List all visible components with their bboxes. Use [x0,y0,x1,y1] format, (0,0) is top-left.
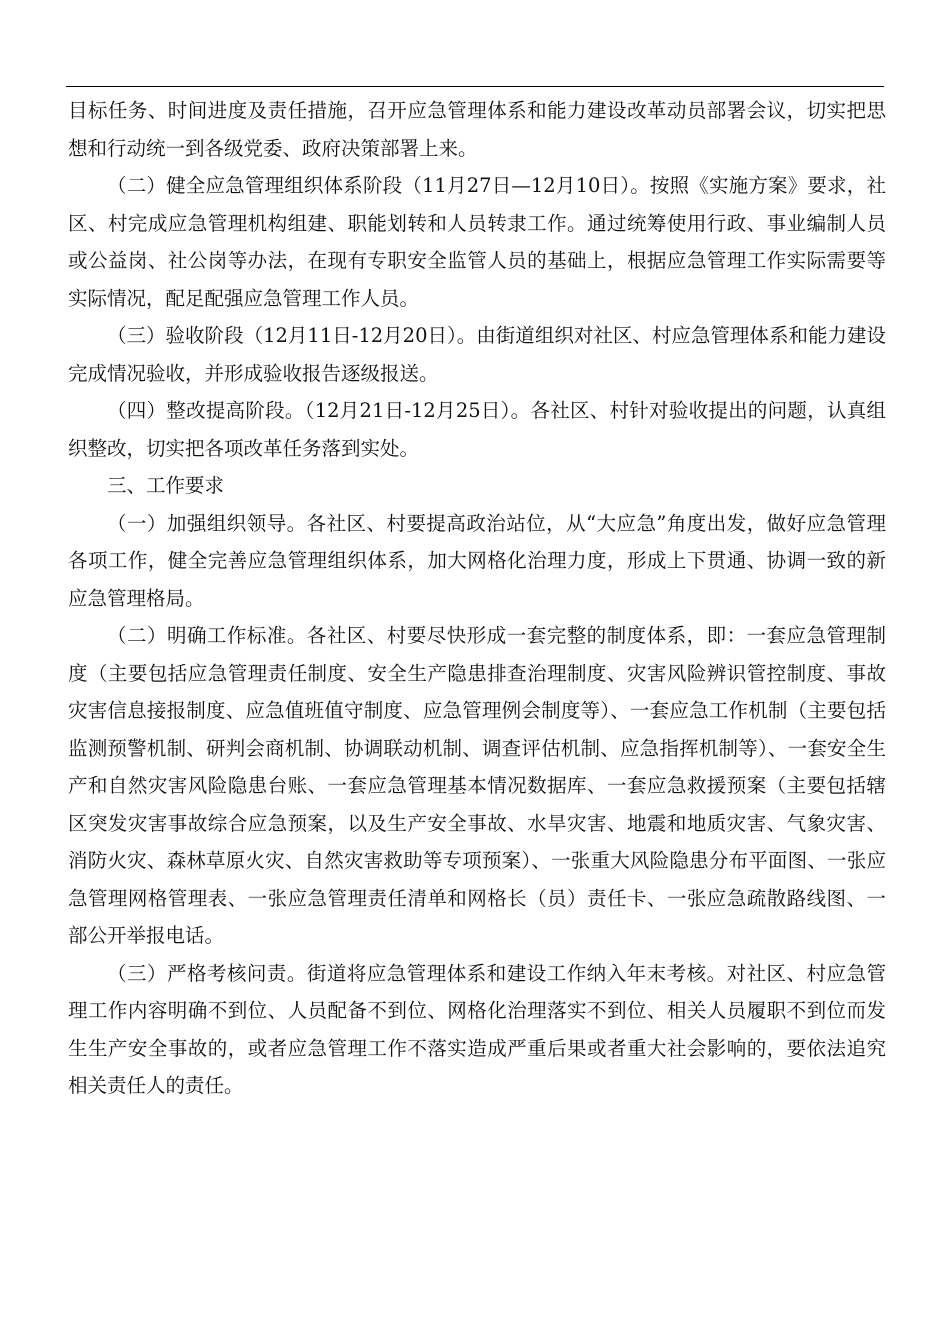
document-body [68,92,886,1105]
paragraph-requirement-2: （二）明确工作标准。各社区、村要尽快形成一套完整的制度体系，即：一套应急管理制度（主要包括应急管理责任制度、安全生产隐患排查治理制度、灾害风险辨识管控制度、事故灾害信息接报制度、应急值班值守制度、应急管理例会制度等）、一套应急工作机制（主要包括监测预警机制、研判会商机制、协调联动机制、调查评估机制、应急指挥机制等）、一套安全生产和自然灾害风险隐患台账、一套应急管理基本情况数据库、一套应急救援预案（主要包括辖区突发灾害事故综合应急预案，以及生产安全事故、水旱灾害、地震和地质灾害、气象灾害、消防火灾、森林草原火灾、自然灾害救助等专项预案）、一张重大风险隐患分布平面图、一张应急管理网格管理表、一张应急管理责任清单和网格长（员）责任卡、一张应急疏散路线图、一部公开举报电话。 [68,624,886,947]
paragraph-requirement-3: （三）严格考核问责。街道将应急管理体系和建设工作纳入年末考核。对社区、村应急管理工作内容明确不到位、人员配备不到位、网格化治理落实不到位、相关人员履职不到位而发生生产安全事故的，或者应急管理工作不落实造成严重后果或者重大社会影响的，要依法追究相关责任人的责任。 [68,961,886,1097]
paragraph-requirement-1: （一）加强组织领导。各社区、村要提高政治站位，从“大应急”角度出发，做好应急管理各项工作，健全完善应急管理组织体系，加大网格化治理力度，形成上下贯通、协调一致的新应急管理格局。 [68,511,886,610]
paragraph-stage-4: （四）整改提高阶段。（12月21日-12月25日）。各社区、村针对验收提出的问题，认真组织整改，切实把各项改革任务落到实处。 [68,399,886,460]
paragraph-continuation: 目标任务、时间进度及责任措施，召开应急管理体系和能力建设改革动员部署会议，切实把思想和行动统一到各级党委、政府决策部署上来。 [68,99,886,160]
paragraph-stage-2: （二）健全应急管理组织体系阶段（11月27日—12月10日）。按照《实施方案》要求，社区、村完成应急管理机构组建、职能划转和人员转隶工作。通过统筹使用行政、事业编制人员或公益岗、社公岗等办法，在现有专职安全监管人员的基础上，根据应急管理工作实际需要等实际情况，配足配强应急管理工作人员。 [68,174,886,310]
section-heading: 三、工作要求 [107,474,225,497]
paragraph-stage-3: （三）验收阶段（12月11日-12月20日）。由街道组织对社区、村应急管理体系和能力建设完成情况验收，并形成验收报告逐级报送。 [68,324,886,385]
header-rule [66,86,884,87]
